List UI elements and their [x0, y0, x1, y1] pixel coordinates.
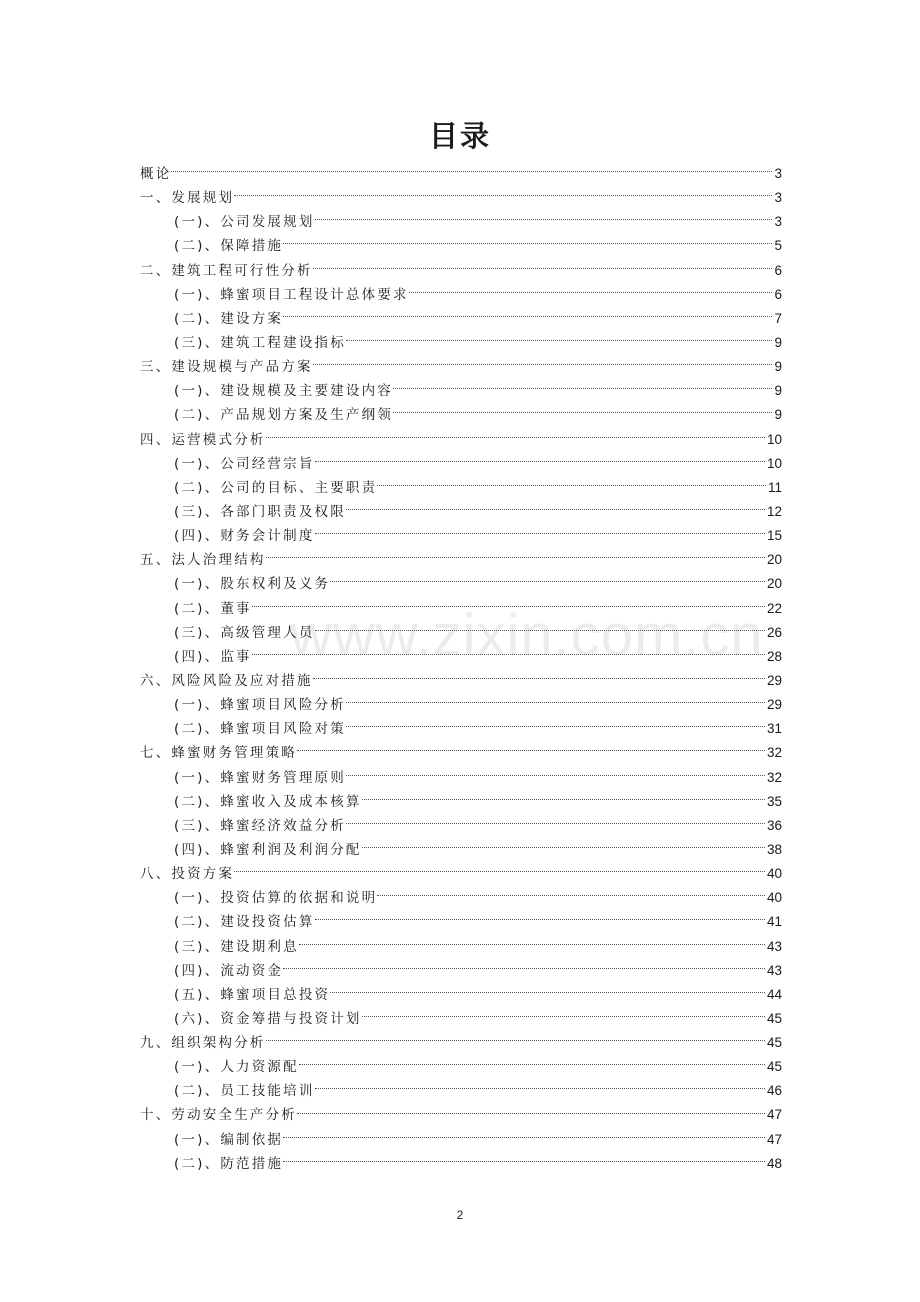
toc-entry-label: 七、蜂蜜财务管理策略: [140, 745, 297, 762]
toc-entry[interactable]: [140, 1128, 782, 1152]
dot-leader: [252, 653, 765, 655]
toc-entry[interactable]: [140, 1055, 782, 1079]
toc-entry[interactable]: [140, 548, 782, 572]
toc-entry[interactable]: [140, 379, 782, 403]
toc-entry[interactable]: [140, 331, 782, 355]
toc-entry-page: 28: [766, 648, 782, 664]
dot-leader: [346, 701, 765, 703]
page-title: 目录: [428, 119, 491, 153]
toc-entry[interactable]: [140, 234, 782, 258]
dot-leader: [234, 194, 772, 196]
toc-entry[interactable]: [140, 186, 782, 210]
dot-leader: [171, 170, 772, 172]
toc-entry-page: 29: [766, 697, 782, 713]
toc-entry-label: 六、风险风险及应对措施: [140, 672, 313, 689]
toc-entry-page: 3: [774, 190, 782, 206]
toc-entry-label: (六)、资金筹措与投资计划: [174, 1010, 362, 1027]
toc-entry-label: (四)、财务会计制度: [174, 528, 315, 545]
toc-entry-page: 5: [774, 238, 782, 254]
toc-entry-page: 12: [766, 503, 782, 519]
toc-entry-page: 40: [766, 866, 782, 882]
toc-entry[interactable]: [140, 983, 782, 1007]
dot-leader: [299, 943, 765, 945]
toc-entry-label: (一)、蜂蜜财务管理原则: [174, 769, 346, 786]
toc-entry[interactable]: [140, 717, 782, 741]
toc-entry[interactable]: [140, 1007, 782, 1031]
toc-entry-page: 32: [766, 745, 782, 761]
dot-leader: [315, 460, 765, 462]
dot-leader: [315, 629, 765, 631]
dot-leader: [362, 798, 765, 800]
toc-entry-label: (一)、公司经营宗旨: [174, 455, 315, 472]
toc-entry-label: (四)、流动资金: [174, 962, 284, 979]
toc-entry-label: 十、劳动安全生产分析: [140, 1107, 297, 1124]
toc-entry-page: 15: [766, 528, 782, 544]
dot-leader: [252, 605, 765, 607]
toc-entry-page: 11: [767, 479, 782, 495]
toc-entry-page: 31: [766, 721, 782, 737]
toc-entry[interactable]: [140, 1079, 782, 1103]
toc-entry[interactable]: [140, 428, 782, 452]
dot-leader: [346, 508, 765, 510]
toc-entry-page: 47: [766, 1107, 782, 1123]
dot-leader: [377, 484, 766, 486]
toc-entry[interactable]: [140, 1031, 782, 1055]
toc-entry-page: 45: [766, 1010, 782, 1026]
toc-entry-label: (四)、监事: [174, 648, 252, 665]
dot-leader: [299, 1063, 765, 1065]
toc-entry-page: 46: [766, 1083, 782, 1099]
dot-leader: [297, 749, 765, 751]
dot-leader: [283, 967, 765, 969]
toc-entry-label: (三)、建设期利息: [174, 938, 299, 955]
toc-entry-page: 9: [774, 383, 782, 399]
toc-entry-page: 45: [766, 1035, 782, 1051]
dot-leader: [266, 436, 765, 438]
toc-entry[interactable]: [140, 355, 782, 379]
toc-entry-label: 概论: [140, 166, 172, 182]
toc-entry-page: 45: [766, 1059, 782, 1075]
dot-leader: [377, 894, 765, 896]
toc-entry[interactable]: [140, 838, 782, 862]
dot-leader: [315, 532, 765, 534]
dot-leader: [346, 339, 773, 341]
dot-leader: [362, 1015, 765, 1017]
toc-entry-page: 29: [766, 672, 782, 688]
dot-leader: [393, 387, 772, 389]
toc-entry-page: 26: [766, 624, 782, 640]
toc-entry[interactable]: [140, 500, 782, 524]
toc-entry-label: 九、组织架构分析: [140, 1035, 266, 1052]
toc-entry[interactable]: [140, 476, 782, 500]
toc-entry[interactable]: [140, 886, 782, 910]
toc-entry-label: (一)、建设规模及主要建设内容: [174, 383, 394, 400]
toc-entry[interactable]: [140, 910, 782, 934]
toc-entry-label: 四、运营模式分析: [140, 431, 266, 448]
dot-leader: [362, 846, 765, 848]
toc-entry[interactable]: [140, 645, 782, 669]
dot-leader: [313, 267, 773, 269]
toc-entry[interactable]: [140, 959, 782, 983]
dot-leader: [313, 677, 765, 679]
toc-entry-label: (一)、蜂蜜项目工程设计总体要求: [174, 286, 409, 303]
toc-entry-page: 7: [774, 310, 782, 326]
toc-entry[interactable]: [140, 1152, 782, 1176]
toc-entry-label: (二)、董事: [174, 600, 252, 617]
toc-entry-page: 41: [766, 914, 782, 930]
dot-leader: [346, 725, 765, 727]
toc-entry-page: 38: [766, 841, 782, 857]
toc-entry-label: (二)、建设方案: [174, 310, 284, 327]
dot-leader: [409, 291, 773, 293]
toc-entry-label: (一)、投资估算的依据和说明: [174, 890, 378, 907]
toc-entry-label: (二)、蜂蜜收入及成本核算: [174, 793, 362, 810]
toc-entry-page: 6: [774, 262, 782, 278]
dot-leader: [297, 1112, 765, 1114]
toc-entry-label: (二)、防范措施: [174, 1155, 284, 1172]
toc-entry-page: 9: [774, 407, 782, 423]
toc-entry-label: 五、法人治理结构: [140, 552, 266, 569]
toc-entry-label: (二)、保障措施: [174, 238, 284, 255]
toc-entry-label: (一)、公司发展规划: [174, 214, 315, 231]
toc-entry-label: 三、建设规模与产品方案: [140, 359, 313, 376]
dot-leader: [330, 580, 765, 582]
toc-entry[interactable]: [140, 259, 782, 283]
dot-leader: [283, 315, 772, 317]
dot-leader: [315, 918, 765, 920]
toc-entry-page: 10: [766, 431, 782, 447]
page-number: 2: [456, 1208, 464, 1222]
toc-entry-page: 6: [774, 286, 782, 302]
toc-entry-label: 八、投资方案: [140, 866, 235, 883]
toc-entry-page: 3: [774, 214, 782, 230]
toc-entry-label: 二、建筑工程可行性分析: [140, 262, 313, 279]
toc-entry[interactable]: [140, 741, 782, 765]
toc-entry-label: (三)、蜂蜜经济效益分析: [174, 817, 346, 834]
dot-leader: [313, 363, 773, 365]
toc-entry[interactable]: [140, 766, 782, 790]
toc-entry-page: 36: [766, 817, 782, 833]
dot-leader: [330, 991, 765, 993]
dot-leader: [346, 774, 765, 776]
toc-entry-label: (二)、公司的目标、主要职责: [174, 479, 378, 496]
toc-entry[interactable]: [140, 790, 782, 814]
table-of-contents: [140, 162, 782, 1176]
toc-entry[interactable]: [140, 307, 782, 331]
toc-entry-page: 32: [766, 769, 782, 785]
toc-entry-label: (三)、建筑工程建设指标: [174, 334, 346, 351]
toc-entry[interactable]: [140, 162, 782, 186]
toc-entry[interactable]: [140, 403, 782, 427]
toc-entry-label: (二)、产品规划方案及生产纲领: [174, 407, 394, 424]
toc-entry[interactable]: [140, 621, 782, 645]
toc-entry-page: 20: [766, 552, 782, 568]
toc-entry-label: (五)、蜂蜜项目总投资: [174, 986, 331, 1003]
toc-entry-page: 3: [774, 166, 782, 181]
toc-entry-page: 10: [766, 455, 782, 471]
toc-entry[interactable]: [140, 862, 782, 886]
toc-entry-page: 9: [774, 359, 782, 375]
toc-entry-page: 35: [766, 793, 782, 809]
dot-leader: [346, 822, 765, 824]
dot-leader: [393, 411, 772, 413]
toc-entry[interactable]: [140, 693, 782, 717]
toc-entry-label: (二)、员工技能培训: [174, 1083, 315, 1100]
toc-entry-label: (二)、建设投资估算: [174, 914, 315, 931]
toc-entry-page: 43: [766, 962, 782, 978]
toc-entry[interactable]: [140, 283, 782, 307]
toc-entry[interactable]: [140, 935, 782, 959]
toc-entry-page: 48: [766, 1155, 782, 1171]
watermark: www.zixin.com.cn: [290, 603, 764, 668]
toc-entry[interactable]: [140, 597, 782, 621]
toc-entry[interactable]: [140, 669, 782, 693]
toc-entry[interactable]: [140, 572, 782, 596]
toc-entry-page: 44: [766, 986, 782, 1002]
dot-leader: [266, 1039, 765, 1041]
toc-entry[interactable]: [140, 814, 782, 838]
toc-entry-page: 22: [766, 600, 782, 616]
dot-leader: [234, 870, 765, 872]
toc-entry-label: (三)、高级管理人员: [174, 624, 315, 641]
toc-entry[interactable]: [140, 524, 782, 548]
dot-leader: [266, 556, 765, 558]
toc-entry-page: 47: [766, 1131, 782, 1147]
toc-entry-label: (三)、各部门职责及权限: [174, 503, 346, 520]
toc-entry[interactable]: [140, 1103, 782, 1127]
dot-leader: [315, 1087, 765, 1089]
toc-entry[interactable]: [140, 452, 782, 476]
dot-leader: [283, 1136, 765, 1138]
toc-entry-label: 一、发展规划: [140, 190, 235, 207]
toc-entry-label: (一)、编制依据: [174, 1131, 284, 1148]
toc-entry-page: 40: [766, 890, 782, 906]
toc-entry-label: (一)、蜂蜜项目风险分析: [174, 697, 346, 714]
dot-leader: [315, 218, 773, 220]
toc-entry[interactable]: [140, 210, 782, 234]
toc-entry-page: 43: [766, 938, 782, 954]
toc-entry-label: (一)、股东权利及义务: [174, 576, 331, 593]
toc-entry-page: 9: [774, 334, 782, 350]
toc-entry-page: 20: [766, 576, 782, 592]
dot-leader: [283, 242, 772, 244]
toc-entry-label: (四)、蜂蜜利润及利润分配: [174, 841, 362, 858]
toc-entry-label: (二)、蜂蜜项目风险对策: [174, 721, 346, 738]
toc-entry-label: (一)、人力资源配: [174, 1059, 299, 1076]
dot-leader: [283, 1160, 765, 1162]
